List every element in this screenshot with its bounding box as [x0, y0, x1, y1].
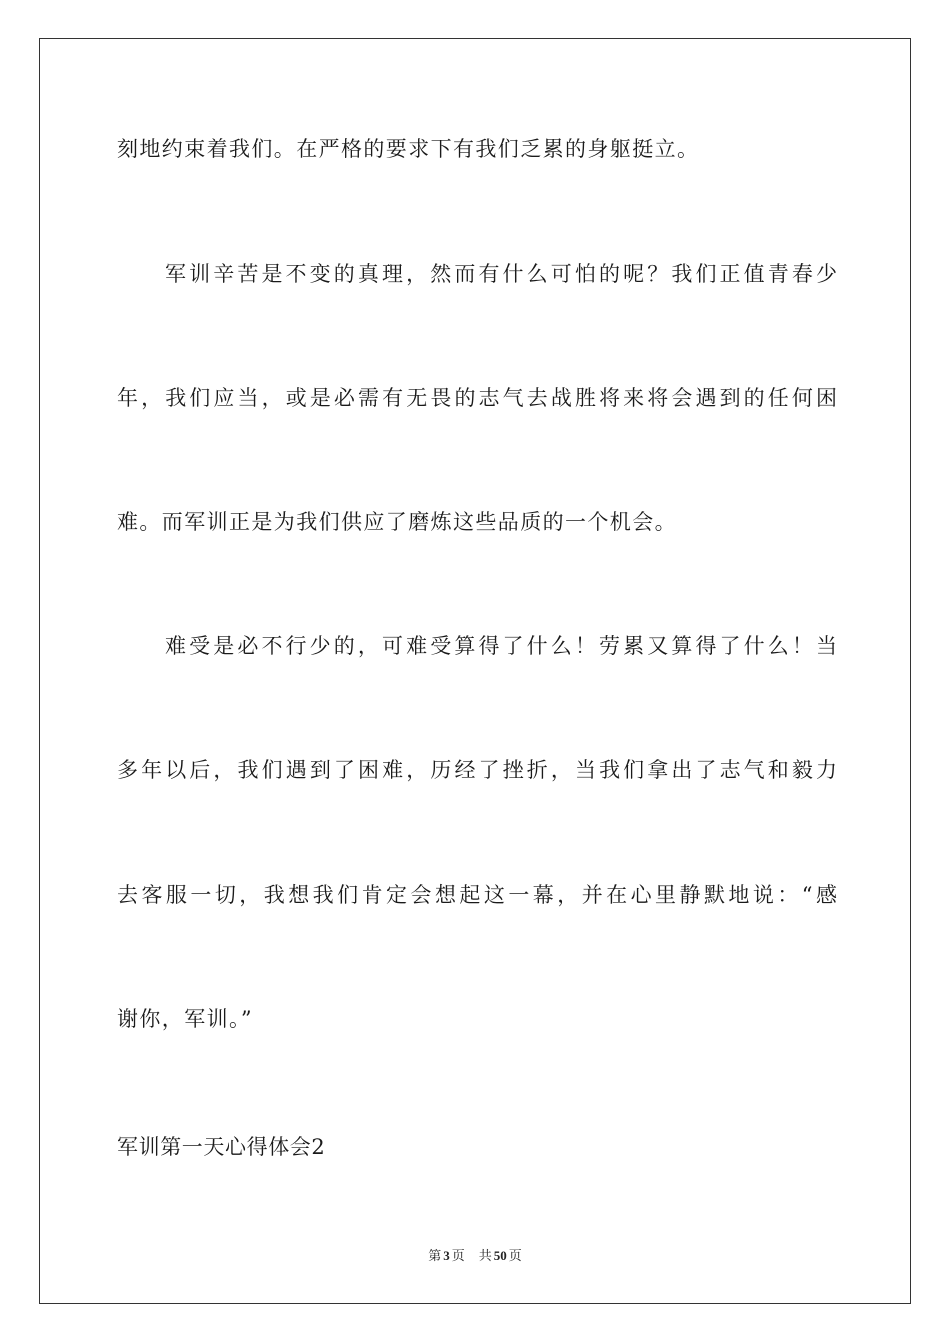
total-pages: 50: [493, 1248, 507, 1263]
page-prefix: 第: [428, 1248, 442, 1263]
paragraph-3-line-2: 多年以后，我们遇到了困难，历经了挫折，当我们拿出了志气和毅力: [117, 758, 837, 782]
paragraph-2-line-3: 难。而军训正是为我们供应了磨炼这些品质的一个机会。: [117, 510, 677, 534]
page-suffix: 页: [451, 1248, 465, 1263]
paragraph-2-line-1: 军训辛苦是不变的真理，然而有什么可怕的呢？我们正值青春少: [165, 262, 837, 286]
page-number: 3: [443, 1248, 450, 1263]
paragraph-3-line-3: 去客服一切，我想我们肯定会想起这一幕，并在心里静默地说：“感: [117, 883, 837, 907]
total-prefix: 共: [478, 1248, 492, 1263]
paragraph-3-line-1: 难受是必不行少的，可难受算得了什么！劳累又算得了什么！当: [165, 634, 837, 658]
page-frame: [39, 38, 911, 1304]
total-suffix: 页: [508, 1248, 522, 1263]
paragraph-2-line-2: 年，我们应当，或是必需有无畏的志气去战胜将来将会遇到的任何困: [117, 386, 837, 410]
paragraph-1-line-1: 刻地约束着我们。在严格的要求下有我们乏累的身躯挺立。: [117, 137, 700, 161]
page-footer: [0, 1247, 950, 1265]
paragraph-3-line-4: 谢你，军训。”: [117, 1007, 254, 1031]
section-heading: 军训第一天心得体会2: [117, 1135, 326, 1159]
